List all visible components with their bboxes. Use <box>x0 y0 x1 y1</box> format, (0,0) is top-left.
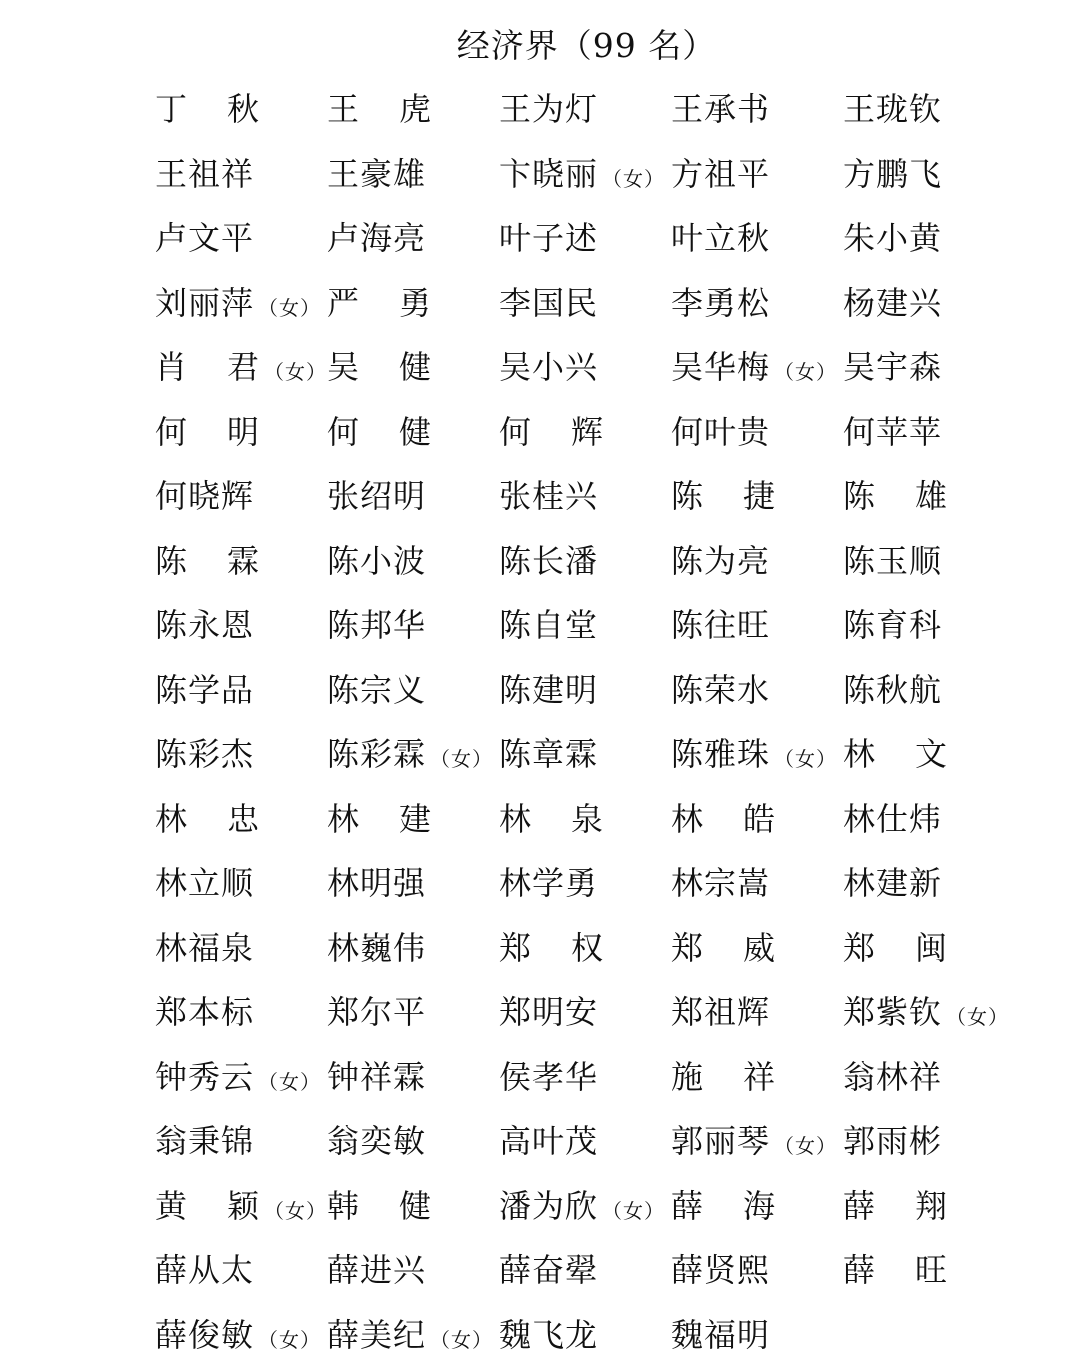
name-entry <box>155 916 254 981</box>
person-name: 林巍伟 <box>327 916 426 981</box>
name-entry <box>327 206 426 271</box>
name-char: 皓 <box>743 800 776 838</box>
name-entry <box>843 464 948 529</box>
name-entry <box>327 529 426 594</box>
person-name: 吴小兴 <box>499 335 598 400</box>
name-entry <box>843 206 942 271</box>
person-name: 薛贤熙 <box>671 1238 770 1303</box>
name-char: 明 <box>227 413 260 451</box>
name-entry <box>499 400 604 465</box>
name-entry <box>843 980 1009 1045</box>
name-entry <box>155 206 254 271</box>
name-entry <box>843 335 942 400</box>
name-char: 权 <box>571 929 604 967</box>
name-char: 吴 <box>327 335 399 400</box>
name-entry <box>327 1238 426 1303</box>
person-name: 朱小黄 <box>843 206 942 271</box>
name-entry <box>155 851 254 916</box>
person-name <box>843 1174 948 1239</box>
name-entry <box>843 722 948 787</box>
name-char: 颖 <box>227 1187 260 1225</box>
person-name: 卢海亮 <box>327 206 426 271</box>
name-entry <box>155 142 254 207</box>
name-entry <box>327 980 426 1045</box>
person-name: 陈学品 <box>155 658 254 723</box>
name-entry <box>499 722 598 787</box>
name-entry <box>155 1109 254 1174</box>
name-entry <box>327 722 493 787</box>
person-name: 翁林祥 <box>843 1045 942 1110</box>
name-entry <box>843 593 942 658</box>
person-name: 陈荣水 <box>671 658 770 723</box>
name-char: 辉 <box>571 413 604 451</box>
person-name <box>671 1045 776 1110</box>
page-title-text: 经济界（99 名） <box>457 20 716 67</box>
person-name <box>155 787 260 852</box>
page-title <box>0 20 1069 67</box>
name-entry <box>499 851 598 916</box>
name-char: 陈 <box>843 464 915 529</box>
name-entry <box>671 1238 770 1303</box>
person-name: 叶立秋 <box>671 206 770 271</box>
person-name: 郭丽琴 <box>671 1109 770 1174</box>
name-entry <box>843 1174 948 1239</box>
person-name: 吴宇森 <box>843 335 942 400</box>
name-entry <box>499 77 598 142</box>
name-entry <box>671 787 776 852</box>
name-char: 威 <box>743 929 776 967</box>
female-tag: （女） <box>258 1308 321 1372</box>
person-name: 方祖平 <box>671 142 770 207</box>
person-name: 王为灯 <box>499 77 598 142</box>
female-tag: （女） <box>264 340 327 405</box>
name-char: 韩 <box>327 1174 399 1239</box>
person-name: 林仕炜 <box>843 787 942 852</box>
name-entry <box>155 1303 321 1368</box>
name-char: 勇 <box>399 284 432 322</box>
name-char: 肖 <box>155 335 227 400</box>
person-name <box>843 722 948 787</box>
name-entry <box>499 464 598 529</box>
person-name: 郑尔平 <box>327 980 426 1045</box>
person-name: 卞晓丽 <box>499 142 598 207</box>
female-tag: （女） <box>774 340 837 405</box>
name-char: 健 <box>399 1187 432 1225</box>
name-entry <box>155 77 260 142</box>
name-char: 薛 <box>843 1238 915 1303</box>
name-entry <box>155 1174 327 1239</box>
name-entry <box>327 1303 493 1368</box>
name-entry <box>155 1238 254 1303</box>
name-char: 林 <box>843 722 915 787</box>
person-name: 郑明安 <box>499 980 598 1045</box>
person-name: 王承书 <box>671 77 770 142</box>
person-name <box>327 77 432 142</box>
name-entry <box>499 142 665 207</box>
name-char: 闽 <box>915 929 948 967</box>
name-entry <box>671 142 770 207</box>
person-name <box>155 77 260 142</box>
person-name <box>843 916 948 981</box>
name-entry <box>327 1109 426 1174</box>
person-name <box>155 400 260 465</box>
name-entry <box>671 1174 776 1239</box>
person-name: 林建新 <box>843 851 942 916</box>
name-entry <box>155 335 327 400</box>
name-char: 薛 <box>843 1174 915 1239</box>
name-char: 虎 <box>399 90 432 128</box>
female-tag: （女） <box>774 1114 837 1179</box>
person-name: 陈永恩 <box>155 593 254 658</box>
person-name <box>155 1174 260 1239</box>
person-name <box>155 335 260 400</box>
name-entry <box>843 271 942 336</box>
name-char: 黄 <box>155 1174 227 1239</box>
female-tag: （女） <box>602 147 665 212</box>
name-entry <box>843 916 948 981</box>
person-name <box>843 464 948 529</box>
person-name: 王祖祥 <box>155 142 254 207</box>
female-tag: （女） <box>946 985 1009 1050</box>
name-char: 严 <box>327 271 399 336</box>
name-entry <box>671 851 770 916</box>
name-char: 秋 <box>227 90 260 128</box>
person-name <box>843 1238 948 1303</box>
name-char: 陈 <box>671 464 743 529</box>
name-entry <box>155 271 321 336</box>
name-entry <box>155 529 260 594</box>
name-entry <box>843 142 942 207</box>
person-name: 陈建明 <box>499 658 598 723</box>
name-entry <box>155 593 254 658</box>
name-entry <box>327 77 432 142</box>
name-entry <box>671 916 776 981</box>
person-name: 何苹苹 <box>843 400 942 465</box>
name-entry <box>671 464 776 529</box>
person-name: 郑本标 <box>155 980 254 1045</box>
name-entry <box>499 335 598 400</box>
name-entry <box>843 1045 942 1110</box>
name-entry <box>499 916 604 981</box>
person-name: 魏福明 <box>671 1303 770 1368</box>
name-char: 文 <box>915 735 948 773</box>
name-char: 林 <box>499 787 571 852</box>
person-name: 方鹏飞 <box>843 142 942 207</box>
name-entry <box>671 77 770 142</box>
person-name: 陈彩杰 <box>155 722 254 787</box>
name-char: 郑 <box>843 916 915 981</box>
name-char: 林 <box>671 787 743 852</box>
name-char: 捷 <box>743 477 776 515</box>
name-entry <box>327 271 432 336</box>
name-char: 何 <box>155 400 227 465</box>
name-char: 健 <box>399 348 432 386</box>
name-entry <box>499 206 598 271</box>
name-entry <box>499 658 598 723</box>
female-tag: （女） <box>430 1308 493 1372</box>
person-name: 张绍明 <box>327 464 426 529</box>
person-name: 薛美纪 <box>327 1303 426 1368</box>
name-entry <box>843 400 942 465</box>
person-name: 刘丽萍 <box>155 271 254 336</box>
name-entry <box>327 851 426 916</box>
name-entry <box>671 658 770 723</box>
name-entry <box>671 206 770 271</box>
person-name: 陈雅珠 <box>671 722 770 787</box>
female-tag: （女） <box>258 1050 321 1115</box>
person-name: 王豪雄 <box>327 142 426 207</box>
person-name: 何晓辉 <box>155 464 254 529</box>
name-char: 雄 <box>915 477 948 515</box>
name-entry <box>327 658 426 723</box>
name-char: 施 <box>671 1045 743 1110</box>
person-name <box>327 787 432 852</box>
name-entry <box>499 1238 598 1303</box>
name-char: 翔 <box>915 1187 948 1225</box>
person-name <box>671 1174 776 1239</box>
name-entry <box>327 916 426 981</box>
person-name <box>499 787 604 852</box>
name-entry <box>155 658 254 723</box>
name-entry <box>499 1109 598 1174</box>
name-entry <box>671 593 770 658</box>
person-name: 李国民 <box>499 271 598 336</box>
person-name <box>155 529 260 594</box>
person-name: 陈玉顺 <box>843 529 942 594</box>
name-entry <box>327 142 426 207</box>
person-name: 翁秉锦 <box>155 1109 254 1174</box>
person-name: 陈为亮 <box>671 529 770 594</box>
name-entry <box>671 529 770 594</box>
name-entry <box>843 529 942 594</box>
name-entry <box>327 1174 432 1239</box>
name-char: 陈 <box>155 529 227 594</box>
person-name: 陈小波 <box>327 529 426 594</box>
name-entry <box>843 77 942 142</box>
name-entry <box>843 787 942 852</box>
person-name: 陈宗义 <box>327 658 426 723</box>
name-entry <box>155 980 254 1045</box>
person-name <box>327 400 432 465</box>
person-name: 陈彩霖 <box>327 722 426 787</box>
name-entry <box>499 1045 598 1110</box>
person-name: 高叶茂 <box>499 1109 598 1174</box>
name-entry <box>155 1045 321 1110</box>
name-char: 薛 <box>671 1174 743 1239</box>
person-name: 李勇松 <box>671 271 770 336</box>
name-char: 君 <box>227 348 260 386</box>
person-name <box>671 787 776 852</box>
person-name: 林福泉 <box>155 916 254 981</box>
person-name <box>499 916 604 981</box>
person-name: 钟祥霖 <box>327 1045 426 1110</box>
name-entry <box>671 335 837 400</box>
person-name <box>327 335 432 400</box>
name-entry <box>499 529 598 594</box>
name-char: 忠 <box>227 800 260 838</box>
female-tag: （女） <box>264 1179 327 1244</box>
person-name: 薛进兴 <box>327 1238 426 1303</box>
person-name: 林学勇 <box>499 851 598 916</box>
person-name: 林立顺 <box>155 851 254 916</box>
name-entry <box>499 787 604 852</box>
name-entry <box>155 722 254 787</box>
name-entry <box>671 1303 770 1368</box>
person-name: 陈秋航 <box>843 658 942 723</box>
name-char: 旺 <box>915 1251 948 1289</box>
person-name: 张桂兴 <box>499 464 598 529</box>
name-char: 霖 <box>227 542 260 580</box>
name-char: 何 <box>327 400 399 465</box>
name-char: 王 <box>327 77 399 142</box>
name-char: 林 <box>155 787 227 852</box>
name-entry <box>327 400 432 465</box>
person-name: 卢文平 <box>155 206 254 271</box>
person-name: 魏飞龙 <box>499 1303 598 1368</box>
person-name: 吴华梅 <box>671 335 770 400</box>
name-entry <box>499 980 598 1045</box>
person-name: 薛从太 <box>155 1238 254 1303</box>
name-entry <box>499 1303 598 1368</box>
person-name: 钟秀云 <box>155 1045 254 1110</box>
name-entry <box>327 1045 426 1110</box>
name-entry <box>671 980 770 1045</box>
female-tag: （女） <box>258 276 321 341</box>
name-entry <box>671 722 837 787</box>
name-entry <box>671 400 770 465</box>
person-name: 林明强 <box>327 851 426 916</box>
name-char: 建 <box>399 800 432 838</box>
name-entry <box>671 1109 837 1174</box>
name-char: 祥 <box>743 1058 776 1096</box>
name-entry <box>843 1109 942 1174</box>
person-name: 翁奕敏 <box>327 1109 426 1174</box>
name-char: 郑 <box>499 916 571 981</box>
person-name: 陈育科 <box>843 593 942 658</box>
person-name <box>327 1174 432 1239</box>
name-char: 健 <box>399 413 432 451</box>
name-entry <box>327 464 426 529</box>
person-name: 郑紫钦 <box>843 980 942 1045</box>
name-entry <box>155 400 260 465</box>
female-tag: （女） <box>602 1179 665 1244</box>
person-name <box>671 916 776 981</box>
person-name: 杨建兴 <box>843 271 942 336</box>
person-name: 郑祖辉 <box>671 980 770 1045</box>
person-name <box>327 271 432 336</box>
name-entry <box>843 1238 948 1303</box>
name-char: 何 <box>499 400 571 465</box>
person-name: 郭雨彬 <box>843 1109 942 1174</box>
name-entry <box>499 593 598 658</box>
name-char: 泉 <box>571 800 604 838</box>
person-name: 薛俊敏 <box>155 1303 254 1368</box>
name-char: 林 <box>327 787 399 852</box>
name-entry <box>671 271 770 336</box>
name-entry <box>327 593 426 658</box>
person-name: 薛奋翚 <box>499 1238 598 1303</box>
name-entry <box>327 787 432 852</box>
person-name: 陈长潘 <box>499 529 598 594</box>
female-tag: （女） <box>430 727 493 792</box>
name-entry <box>843 658 942 723</box>
name-char: 丁 <box>155 77 227 142</box>
person-name: 叶子述 <box>499 206 598 271</box>
person-name: 林宗嵩 <box>671 851 770 916</box>
name-char: 海 <box>743 1187 776 1225</box>
person-name <box>499 400 604 465</box>
name-entry <box>327 335 432 400</box>
name-entry <box>499 271 598 336</box>
person-name <box>671 464 776 529</box>
name-char: 郑 <box>671 916 743 981</box>
name-entry <box>499 1174 665 1239</box>
female-tag: （女） <box>774 727 837 792</box>
name-entry <box>843 851 942 916</box>
person-name: 陈章霖 <box>499 722 598 787</box>
name-entry <box>155 787 260 852</box>
name-entry <box>155 464 254 529</box>
name-entry <box>671 1045 776 1110</box>
person-name: 潘为欣 <box>499 1174 598 1239</box>
person-name: 何叶贵 <box>671 400 770 465</box>
person-name: 陈邦华 <box>327 593 426 658</box>
person-name: 陈往旺 <box>671 593 770 658</box>
person-name: 王珑钦 <box>843 77 942 142</box>
person-name: 侯孝华 <box>499 1045 598 1110</box>
person-name: 陈自堂 <box>499 593 598 658</box>
